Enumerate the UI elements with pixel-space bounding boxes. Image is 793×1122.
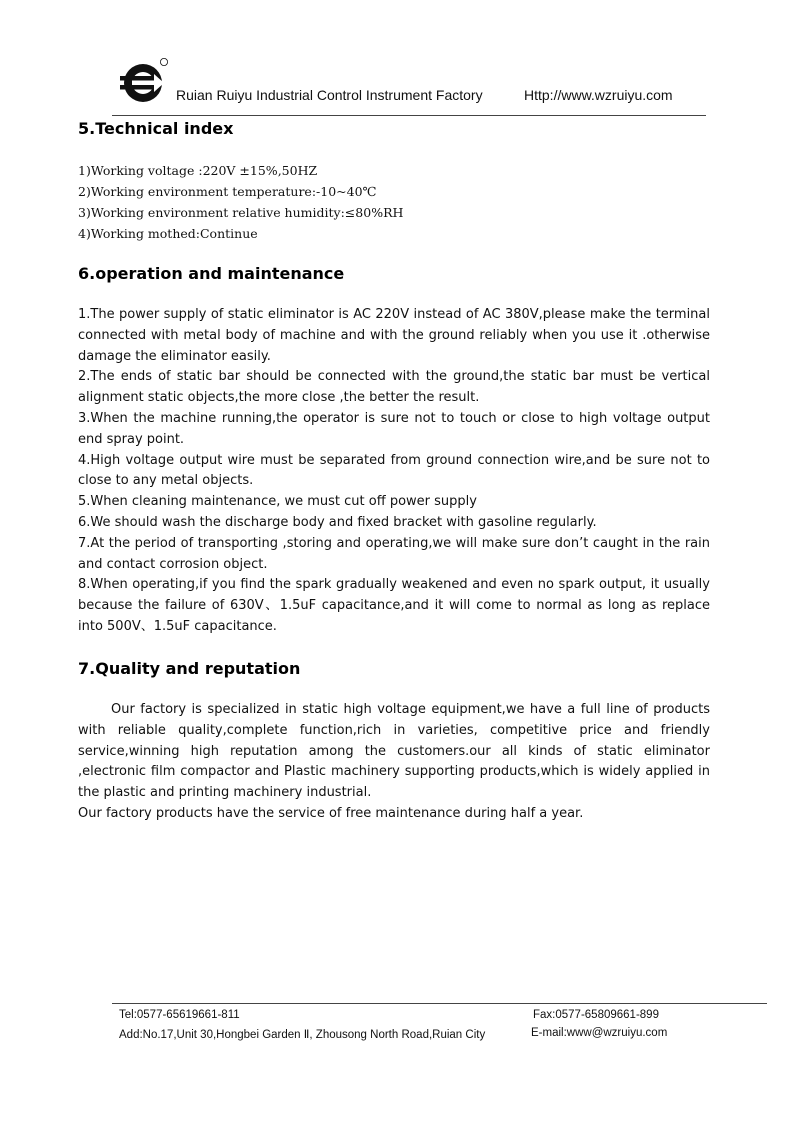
- header-divider: [112, 115, 706, 116]
- header-company-name: Ruian Ruiyu Industrial Control Instrument Factory: [176, 87, 483, 103]
- footer-address: Add:No.17,Unit 30,Hongbei Garden Ⅱ, Zhousong North Road,Ruian City: [119, 1029, 486, 1041]
- operation-item: 3.When the machine running,the operator is sure not to touch or close to high voltage output end spray point.: [78, 410, 710, 447]
- operation-maintenance-list: [78, 305, 710, 638]
- footer-fax: Fax:0577-65809661-899: [533, 1009, 659, 1021]
- operation-item: 4.High voltage output wire must be separated from ground connection wire,and be sure not to close to any metal objects.: [78, 452, 710, 489]
- operation-item: 7.At the period of transporting ,storing and operating,we will make sure don’t caught in the rain and contact corrosion object.: [78, 535, 710, 572]
- footer-divider: [112, 1003, 767, 1004]
- operation-maintenance-heading: 6.operation and maintenance: [78, 264, 345, 283]
- operation-item: 8.When operating,if you find the spark gradually weakened and even no spark output, it usually because the failure of 630V、1.5uF capacitance,and it will come to normal as long as replace into 500V、1.5uF capacitance.: [78, 577, 710, 634]
- footer-email: E-mail:www@wzruiyu.com: [531, 1027, 668, 1039]
- technical-index-item: 1)Working voltage :220V ±15%,50HZ: [78, 163, 318, 178]
- operation-item: 6.We should wash the discharge body and fixed bracket with gasoline regularly.: [78, 514, 597, 530]
- technical-index-item: 2)Working environment temperature:-10~40℃: [78, 184, 377, 199]
- technical-index-heading: 5.Technical index: [78, 119, 234, 138]
- operation-item: 2.The ends of static bar should be connected with the ground,the static bar must be vertical alignment static objects,the more close ,the better the result.: [78, 369, 710, 406]
- technical-index-item: 3)Working environment relative humidity:≤80%RH: [78, 205, 404, 220]
- company-logo-icon: [118, 56, 170, 104]
- footer-telephone: Tel:0577-65619661-811: [119, 1009, 240, 1021]
- quality-paragraph: Our factory products have the service of free maintenance during half a year.: [78, 805, 584, 821]
- operation-item: 5.When cleaning maintenance, we must cut off power supply: [78, 494, 477, 510]
- header-website-url: Http://www.wzruiyu.com: [524, 87, 673, 103]
- technical-index-item: 4)Working mothed:Continue: [78, 226, 258, 241]
- quality-reputation-body: [78, 700, 710, 825]
- quality-paragraph: Our factory is specialized in static high voltage equipment,we have a full line of products with reliable quality,complete function,rich in varieties, competitive price and friendly service,winning high reputation among the customers.our all kinds of static eliminator ,electronic film compactor and Plastic machinery supporting products,which is widely applied in the plastic and printing machinery industrial.: [78, 702, 710, 801]
- quality-reputation-heading: 7.Quality and reputation: [78, 659, 301, 678]
- operation-item: 1.The power supply of static eliminator is AC 220V instead of AC 380V,please make the terminal connected with metal body of machine and with the ground reliably when you use it .otherwise damage the eliminator easily.: [78, 307, 710, 364]
- technical-index-list: [78, 160, 718, 244]
